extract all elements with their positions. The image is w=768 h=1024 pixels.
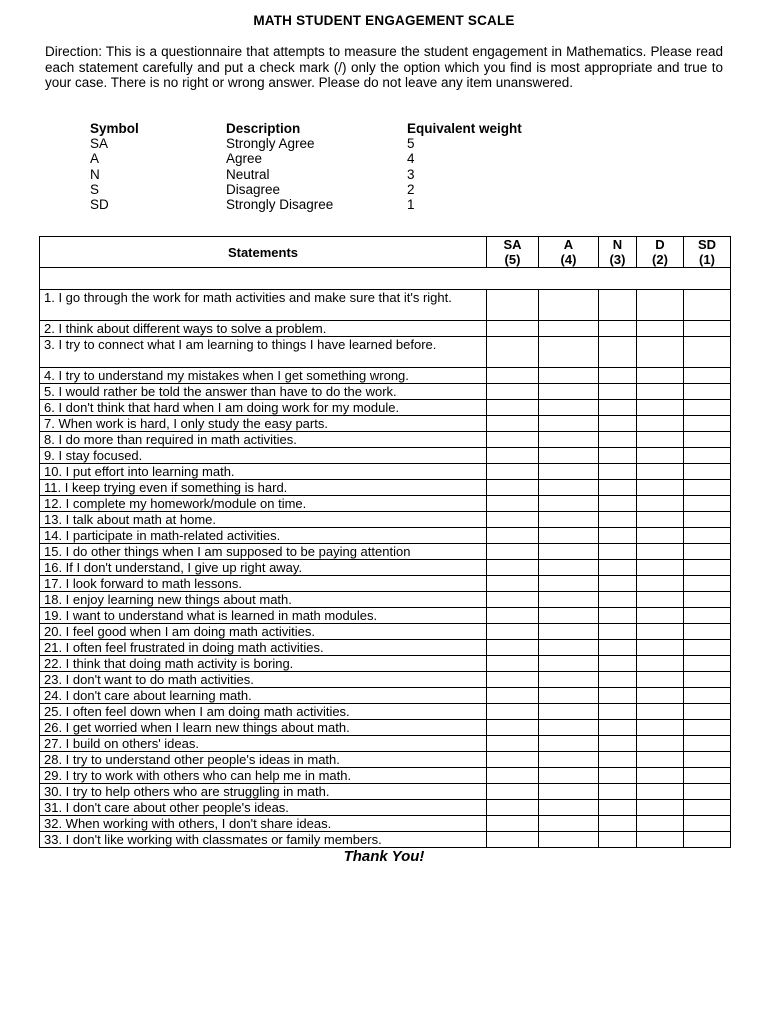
answer-cell-d[interactable] (637, 816, 684, 832)
statement-row (40, 592, 731, 608)
answer-cell-sa[interactable] (487, 321, 539, 337)
answer-cell-n[interactable] (599, 290, 637, 321)
statement-row (40, 816, 731, 832)
statement-text: 11. I keep trying even if something is hard. (40, 480, 487, 496)
statement-row (40, 368, 731, 384)
answer-cell-sa[interactable] (487, 832, 539, 848)
answer-cell-a[interactable] (539, 800, 599, 816)
answer-cell-sd[interactable] (684, 672, 731, 688)
answer-cell-sa[interactable] (487, 464, 539, 480)
answer-cell-sd[interactable] (684, 544, 731, 560)
option-weight: (4) (560, 252, 577, 267)
answer-cell-d[interactable] (637, 624, 684, 640)
answer-cell-a[interactable] (539, 592, 599, 608)
answer-cell-a[interactable] (539, 512, 599, 528)
statement-text: 1. I go through the work for math activities and make sure that it's right. (40, 290, 487, 321)
statement-row (40, 624, 731, 640)
answer-cell-sd[interactable] (684, 512, 731, 528)
answer-cell-sa[interactable] (487, 368, 539, 384)
statement-text: 22. I think that doing math activity is boring. (40, 656, 487, 672)
answer-cell-sd[interactable] (684, 400, 731, 416)
answer-cell-sa[interactable] (487, 672, 539, 688)
legend-header-weight: Equivalent weight (407, 121, 522, 136)
statement-text: 8. I do more than required in math activities. (40, 432, 487, 448)
option-weight: (1) (699, 252, 715, 267)
statement-text: 3. I try to connect what I am learning to things I have learned before. (40, 337, 487, 368)
statement-text: 24. I don't care about learning math. (40, 688, 487, 704)
answer-cell-d[interactable] (637, 400, 684, 416)
statement-text: 26. I get worried when I learn new things about math. (40, 720, 487, 736)
statement-row (40, 337, 731, 368)
statement-row (40, 416, 731, 432)
answer-cell-d[interactable] (637, 576, 684, 592)
legend-symbol: S (90, 181, 100, 197)
answer-cell-a[interactable] (539, 672, 599, 688)
answer-cell-d[interactable] (637, 512, 684, 528)
answer-cell-n[interactable] (599, 560, 637, 576)
answer-cell-n[interactable] (599, 544, 637, 560)
answer-cell-a[interactable] (539, 337, 599, 368)
legend-description: Disagree (226, 181, 281, 197)
statement-row (40, 672, 731, 688)
statement-text: 16. If I don't understand, I give up right away. (40, 560, 487, 576)
statement-row (40, 290, 731, 321)
statement-text: 27. I build on others' ideas. (40, 736, 487, 752)
answer-cell-a[interactable] (539, 624, 599, 640)
legend-row (90, 136, 590, 151)
statement-text: 19. I want to understand what is learned in math modules. (40, 608, 487, 624)
answer-cell-sd[interactable] (684, 656, 731, 672)
answer-cell-n[interactable] (599, 704, 637, 720)
option-header-d (637, 237, 684, 268)
answer-cell-n[interactable] (599, 608, 637, 624)
statement-row (40, 656, 731, 672)
answer-cell-n[interactable] (599, 496, 637, 512)
statement-row (40, 576, 731, 592)
answer-cell-n[interactable] (599, 480, 637, 496)
legend-symbol: N (90, 166, 100, 182)
answer-cell-d[interactable] (637, 290, 684, 321)
answer-cell-d[interactable] (637, 592, 684, 608)
answer-cell-a[interactable] (539, 816, 599, 832)
answer-cell-a[interactable] (539, 448, 599, 464)
legend-description: Agree (226, 151, 263, 167)
statement-row (40, 800, 731, 816)
answer-cell-sa[interactable] (487, 560, 539, 576)
statement-text: 32. When working with others, I don't share ideas. (40, 816, 487, 832)
answer-cell-a[interactable] (539, 416, 599, 432)
answer-cell-d[interactable] (637, 800, 684, 816)
answer-cell-sd[interactable] (684, 496, 731, 512)
answer-cell-sd[interactable] (684, 384, 731, 400)
answer-cell-sa[interactable] (487, 704, 539, 720)
statement-row (40, 384, 731, 400)
answer-cell-n[interactable] (599, 576, 637, 592)
statement-text: 30. I try to help others who are struggling in math. (40, 784, 487, 800)
answer-cell-n[interactable] (599, 624, 637, 640)
answer-cell-d[interactable] (637, 688, 684, 704)
statements-header: Statements (40, 237, 487, 268)
answer-cell-sa[interactable] (487, 416, 539, 432)
statement-row (40, 768, 731, 784)
direction-paragraph: Direction: This is a questionnaire that attempts to measure the student engagement in Mathematics. Please read each statement carefully and put a check mark (/) only the option which you find is most appropriate and true to your case. There is no right or wrong answer. Please do not leave any item unanswered. (45, 44, 723, 90)
answer-cell-a[interactable] (539, 496, 599, 512)
legend-weight: 2 (407, 181, 415, 197)
answer-cell-sd[interactable] (684, 416, 731, 432)
legend-weight: 1 (407, 197, 415, 213)
answer-cell-a[interactable] (539, 576, 599, 592)
option-symbol: A (563, 237, 574, 252)
answer-cell-a[interactable] (539, 480, 599, 496)
statement-text: 28. I try to understand other people's ideas in math. (40, 752, 487, 768)
answer-cell-sa[interactable] (487, 512, 539, 528)
answer-cell-n[interactable] (599, 736, 637, 752)
answer-cell-d[interactable] (637, 768, 684, 784)
statement-text: 4. I try to understand my mistakes when I get something wrong. (40, 368, 487, 384)
statement-text: 25. I often feel down when I am doing math activities. (40, 704, 487, 720)
survey-body (40, 268, 731, 848)
statement-row (40, 528, 731, 544)
answer-cell-d[interactable] (637, 784, 684, 800)
statement-text: 6. I don't think that hard when I am doing work for my module. (40, 400, 487, 416)
answer-cell-sd[interactable] (684, 736, 731, 752)
answer-cell-sd[interactable] (684, 368, 731, 384)
answer-cell-d[interactable] (637, 752, 684, 768)
statement-row (40, 688, 731, 704)
answer-cell-sd[interactable] (684, 576, 731, 592)
answer-cell-sd[interactable] (684, 640, 731, 656)
answer-cell-n[interactable] (599, 464, 637, 480)
answer-cell-sd[interactable] (684, 528, 731, 544)
answer-cell-a[interactable] (539, 736, 599, 752)
answer-cell-d[interactable] (637, 496, 684, 512)
answer-cell-sa[interactable] (487, 640, 539, 656)
answer-cell-n[interactable] (599, 592, 637, 608)
answer-cell-a[interactable] (539, 400, 599, 416)
option-header-n (599, 237, 637, 268)
option-header-a (539, 237, 599, 268)
answer-cell-d[interactable] (637, 672, 684, 688)
answer-cell-n[interactable] (599, 640, 637, 656)
statement-text: 31. I don't care about other people's ideas. (40, 800, 487, 816)
answer-cell-d[interactable] (637, 480, 684, 496)
answer-cell-d[interactable] (637, 720, 684, 736)
option-weight: (2) (652, 252, 668, 267)
option-weight: (5) (504, 252, 521, 267)
answer-cell-sd[interactable] (684, 720, 731, 736)
answer-cell-sa[interactable] (487, 624, 539, 640)
answer-cell-d[interactable] (637, 832, 684, 848)
legend-row (90, 197, 590, 212)
answer-cell-sa[interactable] (487, 688, 539, 704)
answer-cell-sd[interactable] (684, 688, 731, 704)
answer-cell-a[interactable] (539, 752, 599, 768)
answer-cell-a[interactable] (539, 720, 599, 736)
closing-text: Thank You! (343, 848, 425, 865)
answer-cell-d[interactable] (637, 464, 684, 480)
answer-cell-a[interactable] (539, 321, 599, 337)
answer-cell-d[interactable] (637, 416, 684, 432)
answer-cell-sd[interactable] (684, 624, 731, 640)
answer-cell-n[interactable] (599, 432, 637, 448)
answer-cell-d[interactable] (637, 704, 684, 720)
answer-cell-a[interactable] (539, 464, 599, 480)
answer-cell-n[interactable] (599, 400, 637, 416)
answer-cell-sa[interactable] (487, 736, 539, 752)
answer-cell-d[interactable] (637, 321, 684, 337)
spacer-row (40, 268, 731, 290)
legend-weight: 3 (407, 166, 415, 182)
answer-cell-n[interactable] (599, 752, 637, 768)
option-symbol: SD (697, 237, 717, 252)
answer-cell-a[interactable] (539, 832, 599, 848)
statement-row (40, 752, 731, 768)
legend-description: Strongly Disagree (226, 197, 334, 213)
answer-cell-sd[interactable] (684, 784, 731, 800)
answer-cell-sa[interactable] (487, 720, 539, 736)
answer-cell-d[interactable] (637, 640, 684, 656)
option-symbol: N (612, 237, 623, 252)
answer-cell-sa[interactable] (487, 337, 539, 368)
answer-cell-a[interactable] (539, 640, 599, 656)
survey-header-row (40, 237, 731, 268)
legend-symbol: A (90, 151, 100, 167)
answer-cell-d[interactable] (637, 337, 684, 368)
answer-cell-d[interactable] (637, 448, 684, 464)
page-title: MATH STUDENT ENGAGEMENT SCALE (253, 13, 515, 28)
statement-row (40, 704, 731, 720)
answer-cell-a[interactable] (539, 768, 599, 784)
option-header-sd (684, 237, 731, 268)
answer-cell-sd[interactable] (684, 321, 731, 337)
answer-cell-d[interactable] (637, 608, 684, 624)
statement-text: 29. I try to work with others who can help me in math. (40, 768, 487, 784)
answer-cell-a[interactable] (539, 544, 599, 560)
legend-body (90, 136, 590, 212)
statement-text: 9. I stay focused. (40, 448, 487, 464)
legend-table (90, 121, 590, 212)
statement-text: 7. When work is hard, I only study the easy parts. (40, 416, 487, 432)
legend-symbol: SA (90, 136, 109, 152)
answer-cell-sa[interactable] (487, 496, 539, 512)
survey-table (39, 236, 731, 848)
statement-text: 21. I often feel frustrated in doing math activities. (40, 640, 487, 656)
answer-cell-a[interactable] (539, 608, 599, 624)
answer-cell-d[interactable] (637, 560, 684, 576)
statement-row (40, 640, 731, 656)
statement-text: 13. I talk about math at home. (40, 512, 487, 528)
answer-cell-d[interactable] (637, 384, 684, 400)
answer-cell-sa[interactable] (487, 816, 539, 832)
answer-cell-n[interactable] (599, 672, 637, 688)
statement-row (40, 432, 731, 448)
statement-row (40, 784, 731, 800)
legend-header-row (90, 121, 590, 136)
answer-cell-a[interactable] (539, 656, 599, 672)
answer-cell-n[interactable] (599, 800, 637, 816)
statement-text: 15. I do other things when I am supposed to be paying attention (40, 544, 487, 560)
statement-text: 33. I don't like working with classmates or family members. (40, 832, 487, 848)
answer-cell-n[interactable] (599, 448, 637, 464)
statement-text: 17. I look forward to math lessons. (40, 576, 487, 592)
answer-cell-sd[interactable] (684, 290, 731, 321)
answer-cell-n[interactable] (599, 832, 637, 848)
answer-cell-sd[interactable] (684, 432, 731, 448)
answer-cell-n[interactable] (599, 512, 637, 528)
answer-cell-sa[interactable] (487, 290, 539, 321)
statement-row (40, 512, 731, 528)
statement-row (40, 736, 731, 752)
answer-cell-d[interactable] (637, 544, 684, 560)
legend-row (90, 151, 590, 166)
statement-text: 10. I put effort into learning math. (40, 464, 487, 480)
legend-header-symbol: Symbol (90, 121, 139, 136)
answer-cell-sd[interactable] (684, 608, 731, 624)
answer-cell-sa[interactable] (487, 448, 539, 464)
legend-description: Neutral (226, 166, 270, 182)
statement-text: 2. I think about different ways to solve a problem. (40, 321, 487, 337)
answer-cell-sd[interactable] (684, 448, 731, 464)
answer-cell-n[interactable] (599, 784, 637, 800)
statement-row (40, 448, 731, 464)
answer-cell-d[interactable] (637, 432, 684, 448)
answer-cell-d[interactable] (637, 368, 684, 384)
answer-cell-d[interactable] (637, 528, 684, 544)
answer-cell-sa[interactable] (487, 480, 539, 496)
answer-cell-a[interactable] (539, 528, 599, 544)
option-symbol: D (655, 237, 665, 252)
answer-cell-sa[interactable] (487, 784, 539, 800)
answer-cell-sa[interactable] (487, 400, 539, 416)
answer-cell-sa[interactable] (487, 800, 539, 816)
answer-cell-sd[interactable] (684, 832, 731, 848)
answer-cell-n[interactable] (599, 816, 637, 832)
statement-row (40, 464, 731, 480)
answer-cell-sa[interactable] (487, 528, 539, 544)
answer-cell-sd[interactable] (684, 464, 731, 480)
answer-cell-n[interactable] (599, 528, 637, 544)
answer-cell-sd[interactable] (684, 592, 731, 608)
statement-row (40, 544, 731, 560)
answer-cell-d[interactable] (637, 736, 684, 752)
answer-cell-n[interactable] (599, 720, 637, 736)
statement-text: 23. I don't want to do math activities. (40, 672, 487, 688)
answer-cell-sd[interactable] (684, 768, 731, 784)
statement-text: 18. I enjoy learning new things about math. (40, 592, 487, 608)
answer-cell-sa[interactable] (487, 432, 539, 448)
answer-cell-a[interactable] (539, 384, 599, 400)
legend-weight: 4 (407, 151, 415, 167)
option-header-sa (487, 237, 539, 268)
answer-cell-n[interactable] (599, 688, 637, 704)
statement-row (40, 400, 731, 416)
answer-cell-a[interactable] (539, 704, 599, 720)
answer-cell-a[interactable] (539, 290, 599, 321)
answer-cell-sa[interactable] (487, 544, 539, 560)
answer-cell-a[interactable] (539, 368, 599, 384)
statement-text: 14. I participate in math-related activities. (40, 528, 487, 544)
option-symbol: SA (503, 237, 522, 252)
answer-cell-sa[interactable] (487, 656, 539, 672)
legend-weight: 5 (407, 136, 415, 152)
statement-row (40, 480, 731, 496)
answer-cell-a[interactable] (539, 560, 599, 576)
answer-cell-sa[interactable] (487, 752, 539, 768)
answer-cell-sa[interactable] (487, 592, 539, 608)
statement-row (40, 496, 731, 512)
statement-row (40, 720, 731, 736)
statement-row (40, 608, 731, 624)
answer-cell-sd[interactable] (684, 480, 731, 496)
legend-row (90, 182, 590, 197)
answer-cell-n[interactable] (599, 768, 637, 784)
legend-description: Strongly Agree (226, 136, 315, 152)
answer-cell-a[interactable] (539, 688, 599, 704)
answer-cell-n[interactable] (599, 368, 637, 384)
answer-cell-n[interactable] (599, 384, 637, 400)
answer-cell-sa[interactable] (487, 608, 539, 624)
answer-cell-sd[interactable] (684, 816, 731, 832)
answer-cell-sd[interactable] (684, 560, 731, 576)
answer-cell-d[interactable] (637, 656, 684, 672)
answer-cell-n[interactable] (599, 416, 637, 432)
answer-cell-sa[interactable] (487, 384, 539, 400)
answer-cell-sd[interactable] (684, 337, 731, 368)
statement-row (40, 560, 731, 576)
answer-cell-n[interactable] (599, 656, 637, 672)
answer-cell-a[interactable] (539, 432, 599, 448)
answer-cell-sd[interactable] (684, 800, 731, 816)
statement-text: 12. I complete my homework/module on time. (40, 496, 487, 512)
statement-row (40, 321, 731, 337)
answer-cell-n[interactable] (599, 337, 637, 368)
legend-header-description: Description (226, 121, 301, 136)
statement-text: 20. I feel good when I am doing math activities. (40, 624, 487, 640)
legend-symbol: SD (90, 197, 109, 213)
option-weight: (3) (609, 252, 626, 267)
answer-cell-a[interactable] (539, 784, 599, 800)
statement-row (40, 832, 731, 848)
answer-cell-sd[interactable] (684, 752, 731, 768)
answer-cell-sa[interactable] (487, 768, 539, 784)
statement-text: 5. I would rather be told the answer than have to do the work. (40, 384, 487, 400)
legend-row (90, 167, 590, 182)
spacer-cell (40, 268, 731, 290)
answer-cell-n[interactable] (599, 321, 637, 337)
answer-cell-sa[interactable] (487, 576, 539, 592)
answer-cell-sd[interactable] (684, 704, 731, 720)
